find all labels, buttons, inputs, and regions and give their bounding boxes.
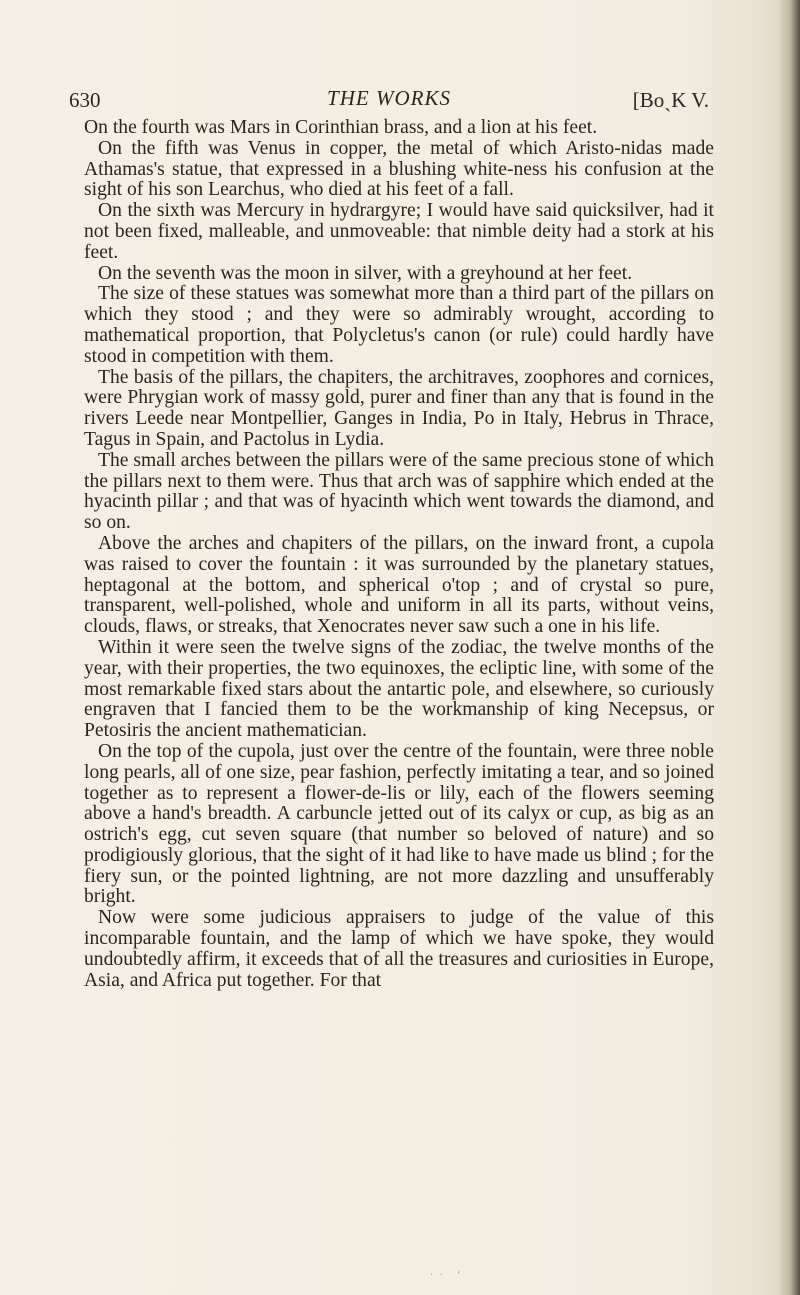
paragraph: The small arches between the pillars were of the same precious stone of which the pillars next to them were. Thus that arch was of sapphire which ended at the hyacinth pillar ; and that was of hyacinth which went towards the diamond, and so on. [84, 449, 714, 534]
body-text [84, 118, 714, 991]
paragraph: Within it were seen the twelve signs of the zodiac, the twelve months of the year, with their properties, the two equinoxes, the ecliptic line, with some of the most remarkable fixed stars about the antartic pole, and elsewhere, so curiously engraven that I fancied them to be the workmanship of king Necepsus, or Petosiris the ancient mathematician. [84, 636, 714, 742]
page-number: 630 [69, 88, 101, 112]
paragraph: On the fourth was Mars in Corinthian brass, and a lion at his feet. [84, 117, 598, 138]
paragraph: On the seventh was the moon in silver, with a greyhound at her feet. [98, 262, 633, 284]
running-title: THE WORKS [327, 86, 451, 110]
paragraph: The basis of the pillars, the chapiters, the architraves, zoophores and cornices, were Phrygian work of massy gold, purer and finer than any that is found in the rivers Leede near Montpellier, Ganges in India, Po in Italy, Hebrus in Thrace, Tagus in Spain, and Pactolus in Lydia. [84, 366, 714, 450]
section-label: [BoˎK V. [632, 88, 709, 112]
paragraph: On the sixth was Mercury in hydrargyre; I would have said quicksilver, had it not been fixed, malleable, and unmoveable: that nimble deity had a stork at his feet. [84, 200, 714, 263]
paragraph: On the top of the cupola, just over the centre of the fountain, were three noble long pearls, all of one size, pear fashion, perfectly imitating a tear, and so joined together as to represent a flower-de-lis or lily, each of the flowers seeming above a hand's breadth. A carbuncle jetted out of its calyx or cup, as big as an ostrich's egg, cut seven square (that number so beloved of nature) and so prodigiously glorious, that the sight of it had like to have made us blind ; for the fiery sun, or the pointed lightning, are not more dazzling and unsufferably bright. [84, 740, 714, 908]
paragraph: Above the arches and chapiters of the pillars, on the inward front, a cupola was raised to cover the fountain : it was surrounded by the planetary statues, heptagonal at the bottom, and spherical o'top ; and of crystal so pure, transparent, well-polished, whole and uniform in all its parts, without veins, clouds, flaws, or streaks, that Xenocrates never saw such a one in his life. [84, 532, 714, 638]
page-edge-shadow [778, 0, 800, 1295]
footer-marks: ·· ʻ [430, 1270, 467, 1281]
running-header [69, 86, 709, 116]
paragraph: On the fifth was Venus in copper, the metal of which Aristo-nidas made Athamas's statue, that expressed in a blushing white-ness his confusion at the sight of his son Learchus, who died at his feet of a fall. [84, 137, 714, 201]
paragraph: The size of these statues was somewhat more than a third part of the pillars on which they stood ; and they were so admirably wrought, according to mathematical proportion, that Polycletus's canon (or rule) could hardly have stood in competition with them. [84, 283, 714, 367]
paragraph: Now were some judicious appraisers to judge of the value of this incomparable fountain, and the lamp of which we have spoke, they would undoubtedly affirm, it exceeds that of all the treasures and curiosities in Europe, Asia, and Africa put together. For that [84, 907, 714, 991]
